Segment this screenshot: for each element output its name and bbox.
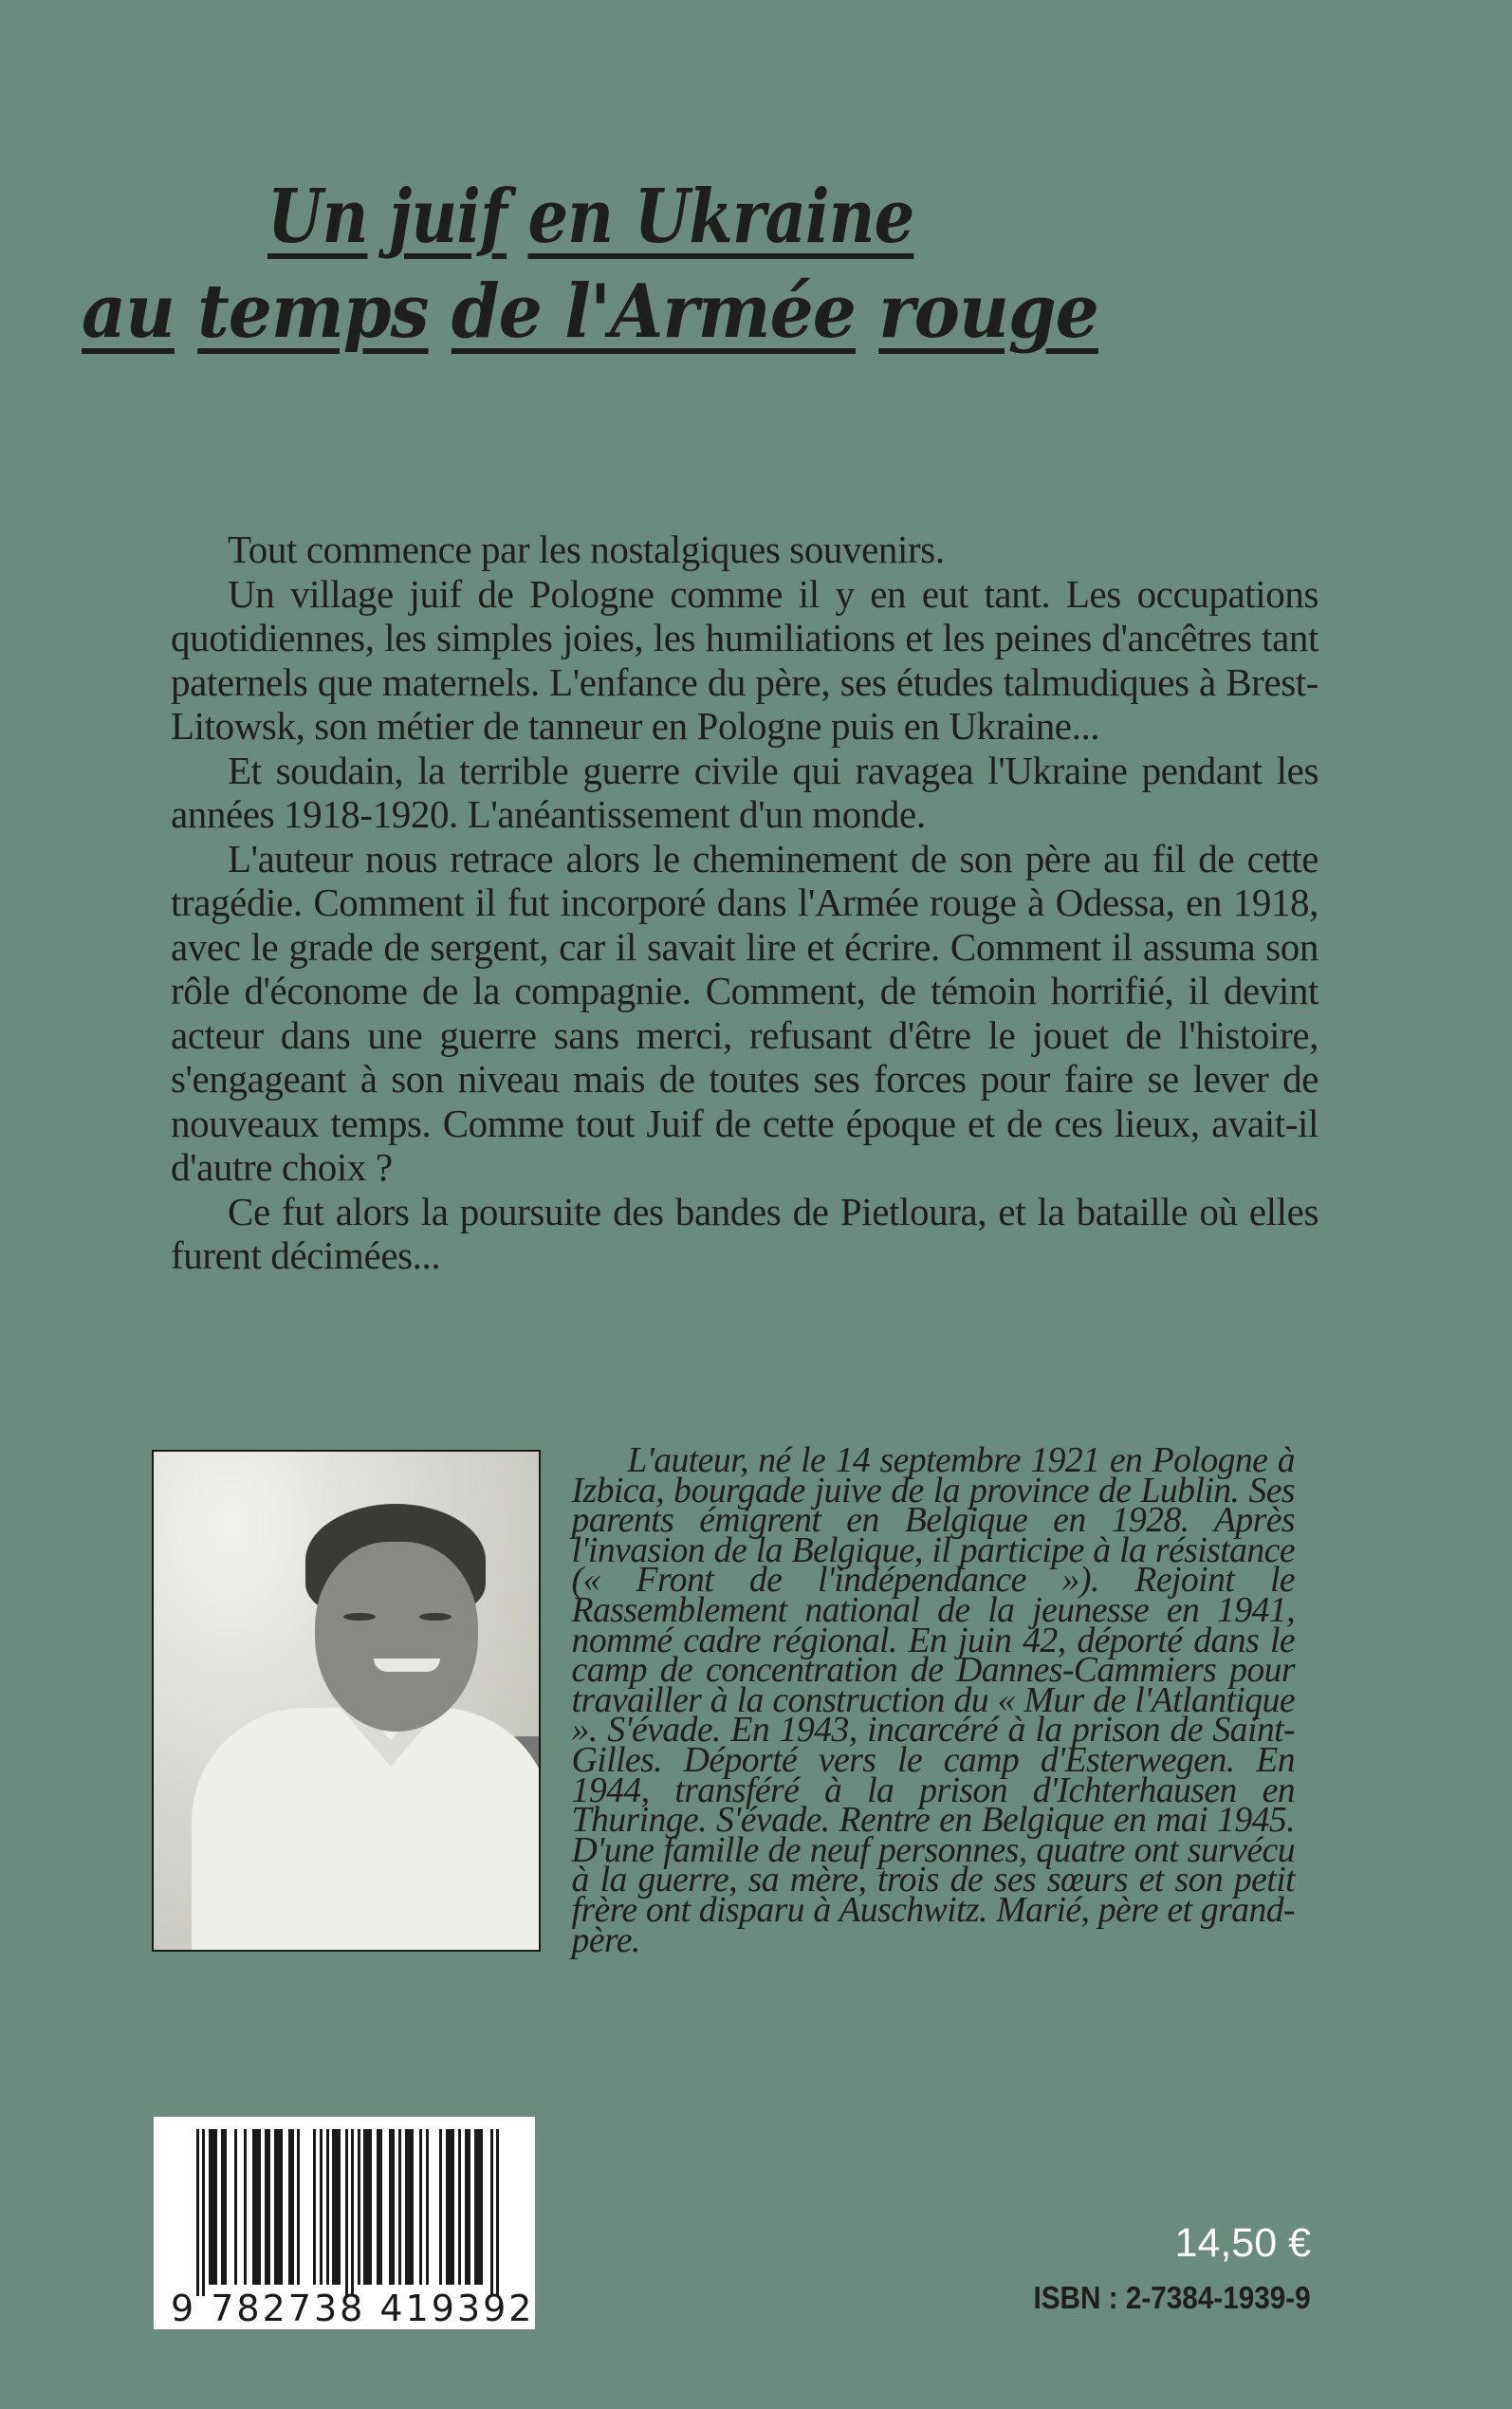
author-bio-text: L'auteur, né le 14 septembre 1921 en Pologne à Izbica, bourgade juive de la province de Lublin. Ses parents émigrent en Belgique en 1928. Après l'invasion de la Belgique, il participe à la résistance (« Front de l'indépendance »). Rejoint le Rassemblement national de la jeunesse en 1941, nommé cadre régional. En juin 42, déporté dans le camp de concentration de Dannes-Cammiers pour travailler à la construction du « Mur de l'Atlantique ». S'évade. En 1943, incarcéré à la prison de Saint-Gilles. Déporté vers le camp d'Esterwegen. En 1944, transféré à la prison d'Ichterhausen en Thuringe. S'évade. Rentre en Belgique en mai 1945. D'une famille de neuf personnes, quatre ont survécu à la guerre, sa mère, trois de ses sœurs et son petit frère ont disparu à Auschwitz. Marié, père et grand-père. — [571, 1440, 1295, 1960]
isbn-label: ISBN : 2-7384-1939-9 — [1033, 2280, 1311, 2315]
title-line-1 — [267, 174, 1512, 260]
synopsis-paragraph: Tout commence par les nostalgiques souvenirs. — [228, 528, 945, 571]
synopsis-paragraph: L'auteur nous retrace alors le cheminement de son père au fil de cette tragédie. Comment il fut incorporé dans l'Armée rouge à Odessa, en 1918, avec le grade de sergent, car il savait lire et écrire. Comment il assuma son rôle d'économe de la compagnie. Comment, de témoin horrifié, il devint acteur dans une guerre sans merci, refusant d'être le jouet de l'histoire, s'engageant à son niveau mais de toutes ses forces pour faire se lever de nouveaux temps. Comme tout Juif de cette époque et de ces lieux, avait-il d'autre choix ? — [171, 836, 1318, 1189]
barcode-bars-icon — [196, 2129, 500, 2296]
title-word: juif — [389, 174, 507, 260]
synopsis-paragraph: Ce fut alors la poursuite des bandes de Pietloura, et la bataille où elles furent décimées... — [171, 1189, 1318, 1277]
barcode-digits: 9 782738 419392 — [171, 2288, 535, 2329]
synopsis-paragraph: Et soudain, la terrible guerre civile qui ravagea l'Ukraine pendant les années 1918-1920. L'anéantissement d'un monde. — [171, 748, 1318, 836]
title-word: de l'Armée — [451, 269, 857, 355]
title-word: en Ukraine — [527, 174, 914, 260]
barcode — [154, 2117, 535, 2329]
price-label: 14,50 € — [1174, 2220, 1311, 2266]
synopsis-paragraph: Un village juif de Pologne comme il y en eut tant. Les occupations quotidiennes, les simples joies, les humiliations et les peines d'ancêtres tant paternels que maternels. L'enfance du père, ses études talmudiques à Brest-Litowsk, son métier de tanneur en Pologne puis en Ukraine... — [171, 571, 1318, 748]
title-line-2 — [82, 269, 1487, 355]
title-word: Un — [267, 174, 368, 260]
title-word: rouge — [878, 269, 1098, 355]
author-bio — [133, 1440, 1318, 1960]
synopsis — [171, 528, 1318, 1278]
title-word: au — [82, 269, 175, 355]
title-word: temps — [197, 269, 429, 355]
